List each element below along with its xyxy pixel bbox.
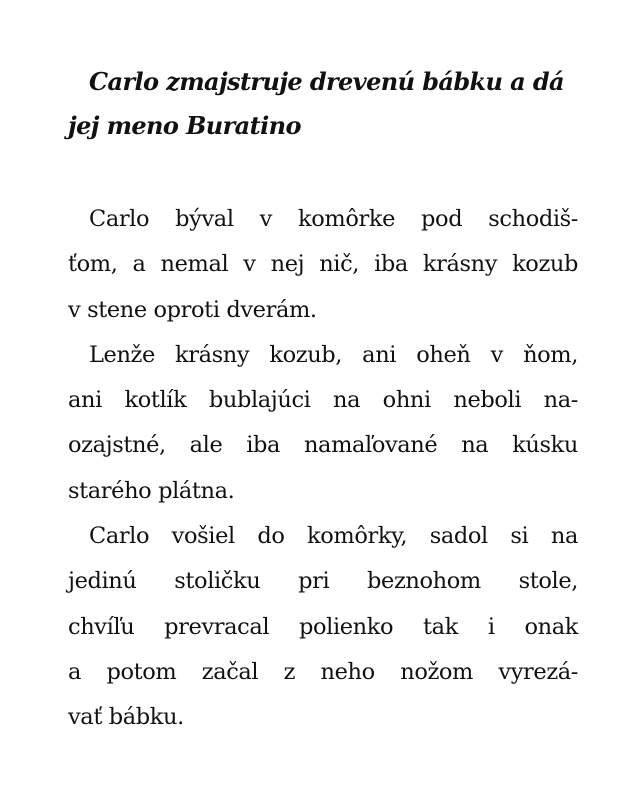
chapter-title-line: Carlo zmajstruje drevenú bábku a dá (89, 67, 564, 96)
text-line: vať bábku. (68, 704, 184, 731)
text-line: jedinú stoličku pri beznohom stole, (68, 568, 578, 595)
text-line: Carlo býval v komôrke pod schodiš- (89, 206, 578, 232)
chapter-title (68, 60, 578, 148)
text-line: chvíľu prevracal polienko tak i onak (68, 613, 578, 640)
text-line: ozajstné, ale iba namaľované na kúsku (68, 432, 578, 459)
text-line: v stene oproti dverám. (68, 296, 317, 323)
text-line: a potom začal z neho nožom vyrezá- (68, 658, 578, 685)
chapter-body (68, 197, 578, 741)
text-line: ani kotlík bublajúci na ohni neboli na- (68, 387, 578, 414)
text-line: ťom, a nemal v nej nič, iba krásny kozub (68, 251, 578, 278)
text-line: starého plátna. (68, 477, 235, 504)
paragraph (68, 197, 578, 333)
chapter-title-line: jej meno Buratino (68, 111, 301, 140)
paragraph (68, 514, 578, 740)
paragraph (68, 333, 578, 514)
text-line: Lenže krásny kozub, ani oheň v ňom, (89, 341, 578, 368)
text-line: Carlo vošiel do komôrky, sadol si na (89, 523, 578, 550)
